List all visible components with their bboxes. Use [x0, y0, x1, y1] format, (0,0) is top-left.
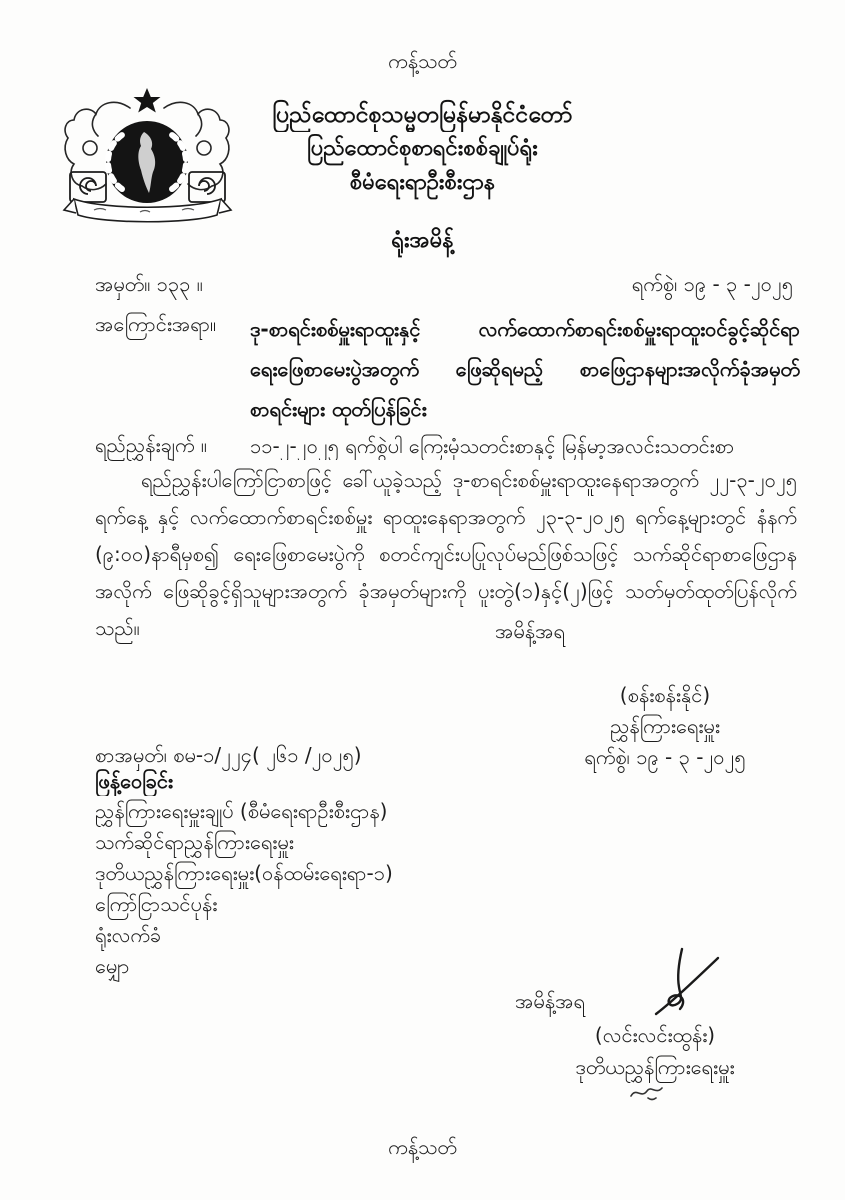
- bottom-signer-title: ဒုတိယညွှန်ကြားရေးမှူး: [575, 1055, 735, 1079]
- handwritten-initial: [628, 1082, 668, 1108]
- distribution-item: ဒုတိယညွှန်ကြားရေးမှူး(ဝန်ထမ်းရေးရာ-၁): [95, 861, 393, 885]
- distribution-heading: ဖြန့်ဝေခြင်း: [95, 769, 174, 793]
- issue-date: ရက်စွဲ၊ ၁၉ - ၃ -၂၀၂၅: [584, 745, 746, 769]
- subject-line: ရေးဖြေစာမေးပွဲအတွက် ဖြေဆိုရမည့် စာဖြေဌာနများအလိုက်ခုံအမှတ်: [250, 357, 800, 381]
- order-heading: ရုံးအမိန့်: [391, 228, 454, 253]
- by-order-text: အမိန့်အရ: [495, 619, 565, 643]
- distribution-item: မျှော: [95, 954, 130, 978]
- classification-top: ကန့်သတ်: [388, 49, 457, 73]
- signer-name: (စန်းစန်းနိုင်): [619, 683, 711, 707]
- subject-line: ဒု-စာရင်းစစ်မှူးရာထူးနှင့် လက်ထောက်စာရင်းစစ်မှူးရာထူးဝင်ခွင့်ဆိုင်ရာ: [250, 317, 800, 341]
- subject-text: [250, 309, 800, 429]
- distribution-item: ကြော်ငြာသင်ပုန်း: [95, 892, 218, 916]
- distribution-item: ညွှန်ကြားရေးမှူးချုပ် (စီမံရေးရာဦးစီးဌာန): [95, 799, 388, 823]
- org-title-country: ပြည်ထောင်စုသမ္မတမြန်မာနိုင်ငံတော်: [272, 102, 573, 128]
- reference-label: ရည်ညွှန်းချက် ။: [95, 433, 207, 457]
- body-line: ရည်ညွှန်းပါကြော်ငြာစာဖြင့် ခေါ်ယူခဲ့သည့် ဒု-စာရင်းစစ်မှူးရာထူးနေရာအတွက် ၂၂-၃-၂၀၂၅: [141, 468, 797, 492]
- body-line: သည်။: [95, 616, 140, 640]
- distribution-item: ရုံးလက်ခံ: [95, 923, 162, 947]
- order-meta-row: [95, 271, 793, 301]
- org-title-block: [0, 98, 845, 200]
- body-line: (၉:၀၀)နာရီမှစ၍ ရေးဖြေစာမေးပွဲကို စတင်ကျင်းပပြုလုပ်မည်ဖြစ်သဖြင့် သက်ဆိုင်ရာစာဖြေဌာန: [95, 542, 797, 566]
- body-line: အလိုက် ဖြေဆိုခွင့်ရှိသူများအတွက် ခုံအမှတ်များကို ပူးတွဲ(၁)နှင့်(၂)ဖြင့် သတ်မှတ်ထုတ်ပြန်လိုက်: [95, 579, 797, 603]
- distribution-section: [95, 766, 585, 982]
- reference-section: [95, 432, 800, 460]
- order-date: ရက်စွဲ၊ ၁၉ - ၃ -၂၀၂၅: [631, 272, 793, 296]
- bottom-by-order-text: အမိန့်အရ: [515, 989, 585, 1013]
- order-number: အမှတ်။ ၁၃၃ ။: [95, 272, 203, 296]
- reference-text: ၁၁-၂-၂၀၂၅ ရက်စွဲပါ ကြေးမုံသတင်းစာနှင့် မြန်မာ့အလင်းသတင်းစာ: [250, 434, 735, 458]
- bottom-signer-name: (လင်းလင်းထွန်း): [594, 1023, 716, 1047]
- distribution-item: သက်ဆိုင်ရာညွှန်ကြားရေးမှူး: [95, 830, 294, 854]
- signatory-block: [540, 680, 790, 773]
- signer-title: ညွှန်ကြားရေးမှူး: [610, 714, 720, 738]
- subject-line: စာရင်းများ ထုတ်ပြန်ခြင်း: [250, 397, 427, 421]
- subject-section: [95, 309, 800, 429]
- body-line: ရက်နေ့ နှင့် လက်ထောက်စာရင်းစစ်မှူး ရာထူးနေရာအတွက် ၂၃-၃-၂၀၂၅ ရက်နေ့များတွင် နံနက်: [95, 505, 797, 529]
- org-title-office: ပြည်ထောင်စုစာရင်းစစ်ချုပ်ရုံး: [307, 136, 538, 161]
- subject-label: အကြောင်းအရာ။: [95, 312, 217, 336]
- letter-number: စာအမှတ်၊ စမ-၁/၂၂၄( ၂၆၁ /၂၀၂၅): [95, 743, 362, 767]
- org-title-department: စီမံရေးရာဦးစီးဌာန: [349, 170, 496, 195]
- handwritten-signature: [642, 946, 727, 1025]
- classification-bottom: ကန့်သတ်: [388, 1135, 457, 1159]
